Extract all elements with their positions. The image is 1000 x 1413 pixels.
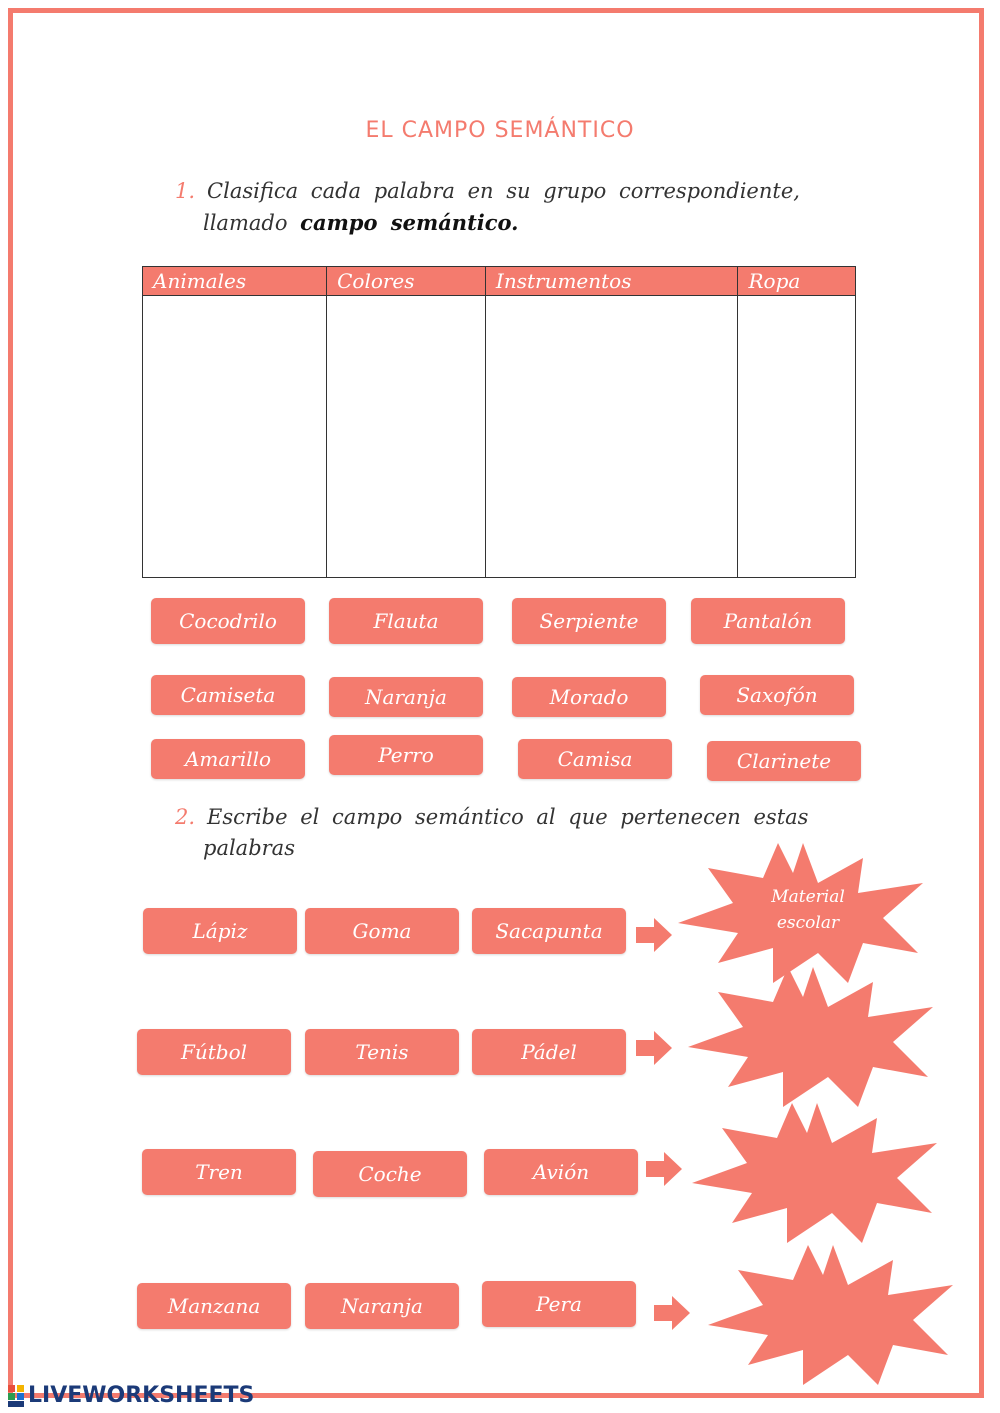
exercise2-text-line2: palabras bbox=[203, 836, 295, 860]
column-header-animales: Animales bbox=[143, 267, 327, 296]
classification-table bbox=[142, 266, 856, 578]
exercise1-number: 1. bbox=[175, 179, 196, 203]
word-chip-camiseta[interactable]: Camiseta bbox=[151, 675, 305, 715]
starburst-answer-1-text bbox=[748, 884, 868, 936]
page-title: EL CAMPO SEMÁNTICO bbox=[365, 118, 635, 143]
word-chip-tren: Tren bbox=[142, 1149, 296, 1195]
starburst-answer-3-text bbox=[762, 1146, 882, 1172]
starburst-answer-4-text bbox=[778, 1288, 898, 1314]
column-header-instrumentos: Instrumentos bbox=[485, 267, 738, 296]
exercise2-number: 2. bbox=[175, 805, 196, 829]
word-chip-serpiente[interactable]: Serpiente bbox=[512, 598, 666, 644]
word-chip-pantalon[interactable]: Pantalón bbox=[691, 598, 845, 644]
word-chip-clarinete[interactable]: Clarinete bbox=[707, 741, 861, 781]
word-chip-avion: Avión bbox=[484, 1149, 638, 1195]
word-chip-lapiz: Lápiz bbox=[143, 908, 297, 954]
exercise1-text-line2: llamado bbox=[203, 211, 288, 235]
word-chip-camisa[interactable]: Camisa bbox=[518, 739, 672, 779]
exercise1-instruction bbox=[175, 176, 825, 239]
word-chip-futbol: Fútbol bbox=[137, 1029, 291, 1075]
word-chip-flauta[interactable]: Flauta bbox=[329, 598, 483, 644]
word-chip-tenis: Tenis bbox=[305, 1029, 459, 1075]
exercise1-text-line1: Clasifica cada palabra en su grupo correspondiente, bbox=[207, 179, 800, 203]
liveworksheets-logo bbox=[8, 1383, 254, 1408]
starburst-answer-3[interactable] bbox=[692, 1098, 942, 1248]
word-chip-cocodrilo[interactable]: Cocodrilo bbox=[151, 598, 305, 644]
column-header-colores: Colores bbox=[327, 267, 486, 296]
starburst-answer-4[interactable] bbox=[708, 1240, 958, 1390]
arrow-right-icon bbox=[636, 1031, 672, 1065]
arrow-right-icon bbox=[646, 1152, 682, 1186]
starburst-answer-2-text bbox=[758, 1010, 878, 1036]
drop-zone-colores[interactable] bbox=[327, 296, 486, 578]
exercise2-text-line1: Escribe el campo semántico al que pertenecen estas bbox=[207, 805, 809, 829]
drop-zone-ropa[interactable] bbox=[738, 296, 856, 578]
word-chip-manzana: Manzana bbox=[137, 1283, 291, 1329]
starburst-answer-2[interactable] bbox=[688, 962, 938, 1112]
arrow-right-icon bbox=[636, 918, 672, 952]
word-chip-morado[interactable]: Morado bbox=[512, 677, 666, 717]
word-chip-saxofon[interactable]: Saxofón bbox=[700, 675, 854, 715]
word-chip-amarillo[interactable]: Amarillo bbox=[151, 739, 305, 779]
answer-1-line1: Material bbox=[771, 887, 845, 907]
arrow-right-icon bbox=[654, 1296, 690, 1330]
liveworksheets-mark-icon bbox=[8, 1385, 24, 1407]
answer-1-line2: escolar bbox=[776, 913, 840, 933]
word-chip-coche: Coche bbox=[313, 1151, 467, 1197]
drop-zone-animales[interactable] bbox=[143, 296, 327, 578]
column-header-ropa: Ropa bbox=[738, 267, 856, 296]
logo-text: LIVEWORKSHEETS bbox=[28, 1383, 255, 1408]
word-chip-naranja-2: Naranja bbox=[305, 1283, 459, 1329]
drop-zone-instrumentos[interactable] bbox=[485, 296, 738, 578]
word-chip-sacapunta: Sacapunta bbox=[472, 908, 626, 954]
word-chip-perro[interactable]: Perro bbox=[329, 735, 483, 775]
word-chip-padel: Pádel bbox=[472, 1029, 626, 1075]
word-chip-goma: Goma bbox=[305, 908, 459, 954]
word-chip-naranja[interactable]: Naranja bbox=[329, 677, 483, 717]
word-chip-pera: Pera bbox=[482, 1281, 636, 1327]
exercise1-bold-term: campo semántico. bbox=[300, 210, 519, 235]
